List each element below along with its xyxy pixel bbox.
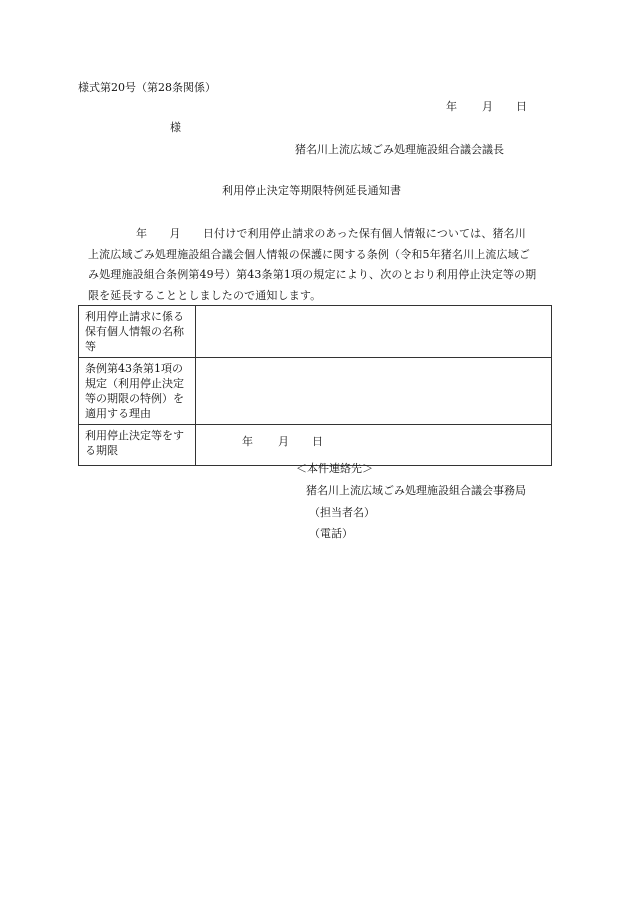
deadline-year: 年 (242, 435, 253, 448)
contact-person: （担当者名） (309, 506, 375, 519)
row1-label: 利用停止請求に係る保有個人情報の名称等 (79, 306, 196, 358)
contact-heading: ＜本件連絡先＞ (296, 462, 373, 475)
addressee: 様 (170, 121, 181, 134)
body-line-3: み処理施設組合条例第49号）第43条第1項の規定により、次のとおり利用停止決定等の期 (88, 268, 537, 281)
notice-body (78, 224, 552, 306)
body-line-1: 年 月 日付けで利用停止請求のあった保有個人情報については、猪名川 (136, 227, 526, 240)
form-number: 様式第20号（第28条関係） (78, 81, 216, 94)
row2-value[interactable] (196, 358, 552, 425)
info-table (78, 305, 552, 466)
date-line (446, 100, 527, 114)
body-line-2: 上流広域ごみ処理施設組合議会個人情報の保護に関する条例（令和5年猪名川上流広域ご (88, 247, 530, 261)
row3-label: 利用停止決定等をする期限 (79, 425, 196, 466)
row2-label: 条例第43条第1項の規定（利用停止決定等の期限の特例）を適用する理由 (79, 358, 196, 425)
table-row (79, 358, 552, 425)
row1-value[interactable] (196, 306, 552, 358)
deadline-month: 月 (278, 435, 289, 448)
date-day: 日 (516, 100, 527, 113)
sender-name: 猪名川上流広域ごみ処理施設組合議会議長 (295, 143, 504, 156)
table-row (79, 425, 552, 466)
contact-phone: （電話） (309, 527, 353, 540)
body-line-4: 限を延長することとしましたので通知します。 (88, 288, 322, 302)
contact-office: 猪名川上流広域ごみ処理施設組合議会事務局 (306, 484, 526, 497)
table-row (79, 306, 552, 358)
deadline-day: 日 (312, 435, 323, 448)
date-month: 月 (482, 100, 493, 113)
date-year: 年 (446, 100, 457, 113)
row3-deadline-date[interactable] (196, 425, 552, 466)
document-title: 利用停止決定等期限特例延長通知書 (222, 184, 402, 197)
